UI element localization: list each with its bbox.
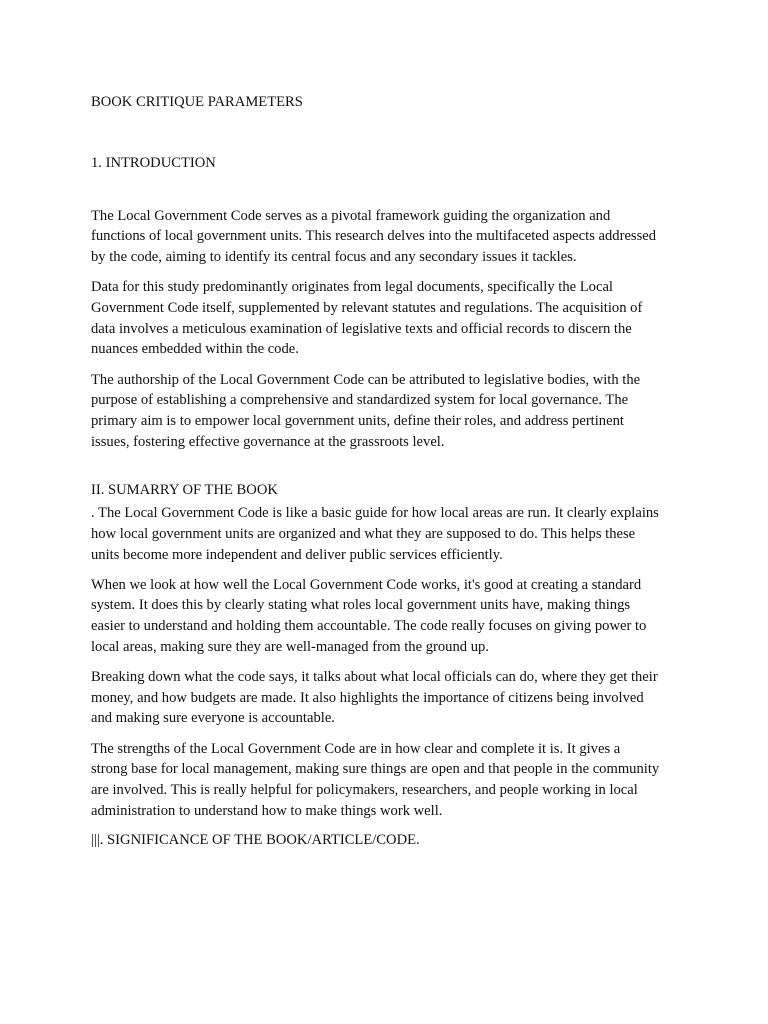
intro-paragraph-3: The authorship of the Local Government Code can be attributed to legislative bodies, with the purpose of establishing a comprehensive and standardized system for local governance. The primary aim is to empower local government units, define their roles, and address pertinent issues, fostering effective governance at the grassroots level. xyxy=(91,371,641,450)
section-heading-significance: |||. SIGNIFICANCE OF THE BOOK/ARTICLE/CODE. xyxy=(91,832,420,849)
intro-paragraph-2: Data for this study predominantly originates from legal documents, specifically the Local Government Code itself, supplemented by relevant statutes and regulations. The acquisition of data involves a meticulous examination of legislative texts and official records to discern the nuances embedded within the code. xyxy=(91,279,643,358)
summary-paragraph-4: The strengths of the Local Government Code are in how clear and complete it is. It gives a strong base for local management, making sure things are open and that people in the community are involved. This is really helpful for policymakers, researchers, and people working in local administration to understand how to make things work well. xyxy=(91,740,660,819)
summary-paragraph-1: . The Local Government Code is like a basic guide for how local areas are run. It clearly explains how local government units are organized and what they are supposed to do. This helps these units become more independent and deliver public services efficiently. xyxy=(91,505,659,563)
summary-paragraph-2: When we look at how well the Local Government Code works, it's good at creating a standard system. It does this by clearly stating what roles local government units have, making things easier to understand and holding them accountable. The code really focuses on giving power to local areas, making sure they are well-managed from the ground up. xyxy=(91,576,647,655)
intro-paragraph-1: The Local Government Code serves as a pivotal framework guiding the organization and functions of local government units. This research delves into the multifaceted aspects addressed by the code, aiming to identify its central focus and any secondary issues it tackles. xyxy=(91,207,657,266)
summary-paragraph-3: Breaking down what the code says, it talks about what local officials can do, where they get their money, and how budgets are made. It also highlights the importance of citizens being involved and making sure everyone is accountable. xyxy=(91,669,658,727)
document-body xyxy=(91,90,688,851)
section-heading-summary: II. SUMARRY OF THE BOOK xyxy=(91,482,278,499)
document-title: BOOK CRITIQUE PARAMETERS xyxy=(91,94,303,110)
section-heading-introduction: 1. INTRODUCTION xyxy=(91,155,216,171)
